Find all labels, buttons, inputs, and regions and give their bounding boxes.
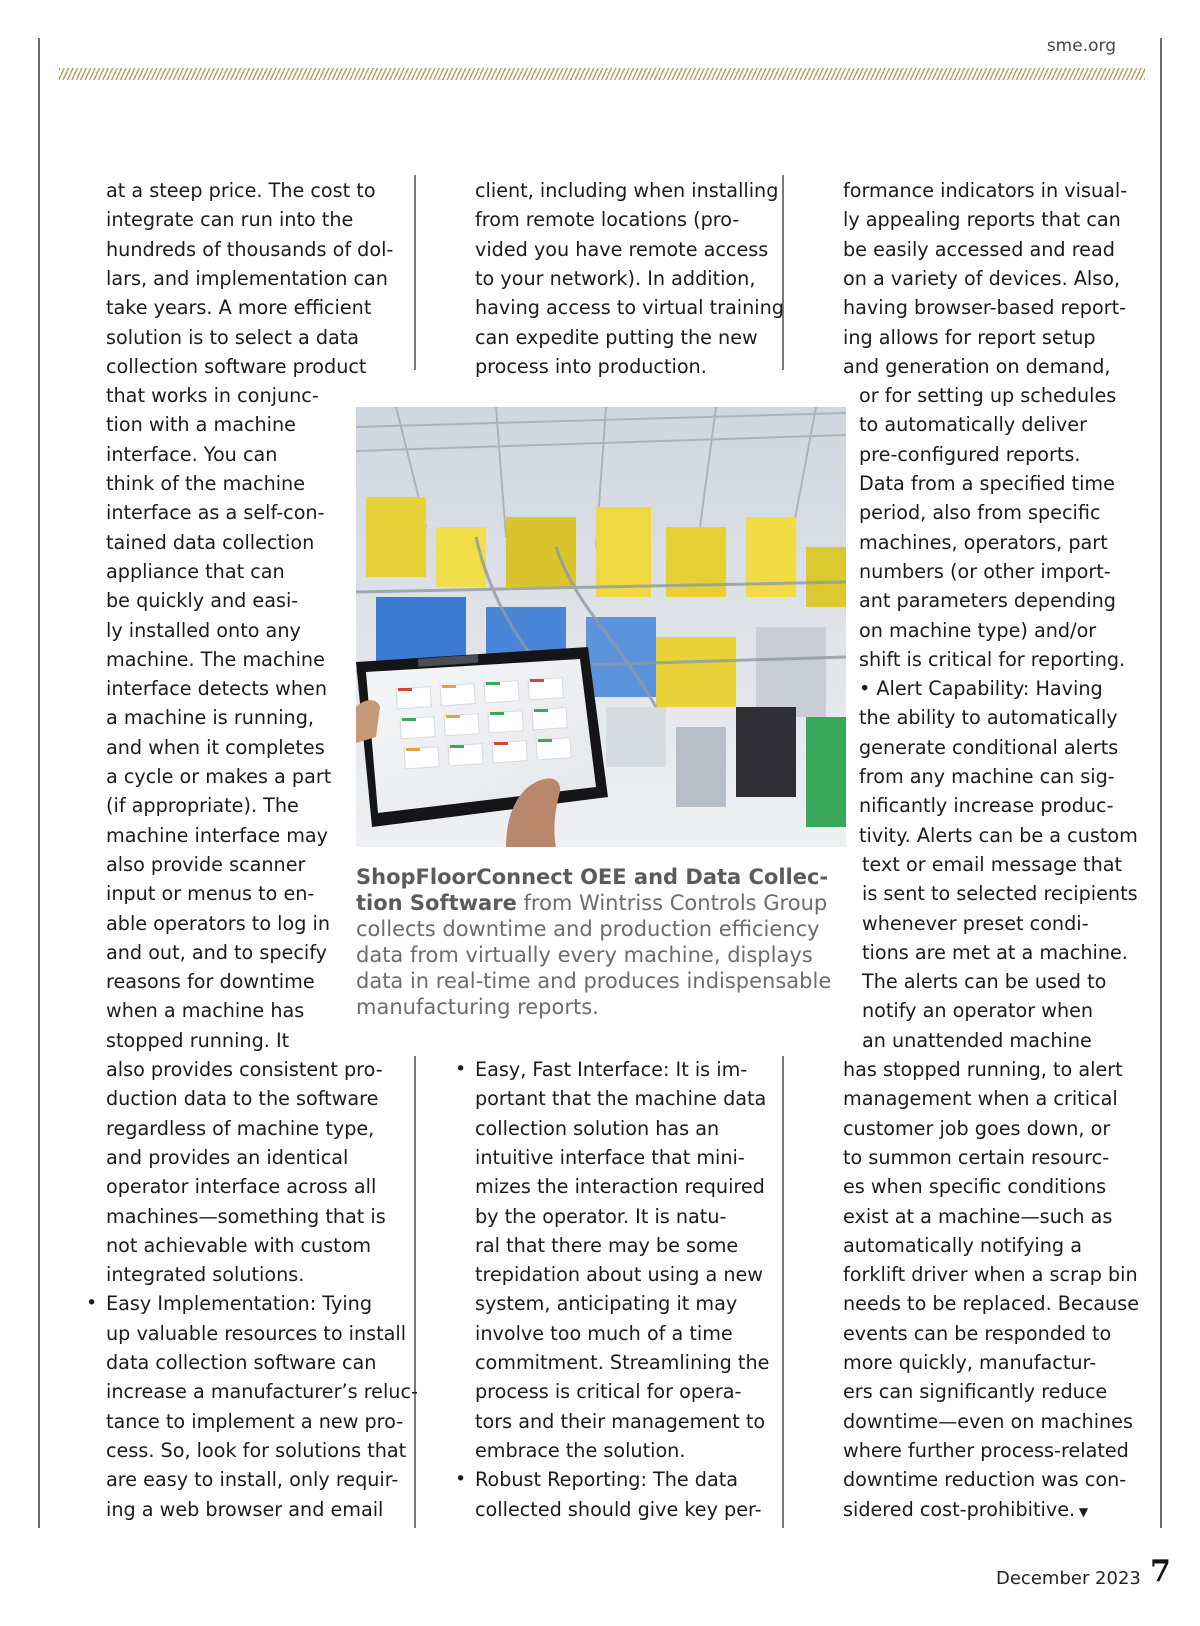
column-2-bottom-line: embrace the solution. xyxy=(475,1438,686,1462)
column-3-line: ant parameters depending xyxy=(859,589,1116,613)
column-2-bottom-line: portant that the machine data xyxy=(475,1087,767,1111)
column-3-line: ers can significantly reduce xyxy=(843,1380,1108,1404)
column-3-line: generate conditional alerts xyxy=(859,735,1119,759)
column-1-line: think of the machine xyxy=(106,472,306,495)
column-2-bottom-line: collected should give key per- xyxy=(475,1497,762,1521)
column-3-line: the ability to automatically xyxy=(859,706,1118,730)
column-2-bottom-line: tors and their management to xyxy=(475,1409,766,1433)
column-2-bottom-line: mizes the interaction required xyxy=(475,1175,765,1199)
column-3-line: formance indicators in visual- xyxy=(843,179,1128,202)
column-3-line: needs to be replaced. Because xyxy=(843,1292,1140,1316)
column-1-line: lars, and implementation can xyxy=(106,266,388,290)
column-3-line: shift is critical for reporting. xyxy=(859,647,1126,671)
column-1-line: tion with a machine xyxy=(106,413,296,437)
column-2-top-line: to your network). In addition, xyxy=(475,266,756,290)
column-2-top-line: having access to virtual training xyxy=(475,296,784,320)
column-2-bottom-line: commitment. Streamlining the xyxy=(475,1351,770,1374)
column-3-line: where further process-related xyxy=(843,1438,1129,1462)
column-1-line: machine interface may xyxy=(106,823,329,847)
column-3-line: from any machine can sig- xyxy=(859,765,1115,788)
column-2-top-line: can expedite putting the new xyxy=(475,325,758,349)
column-2-bottom-line: system, anticipating it may xyxy=(475,1292,738,1316)
column-1-line: interface. You can xyxy=(106,442,278,466)
column-1-line: take years. A more efficient xyxy=(106,296,372,320)
column-3-line: nificantly increase produc- xyxy=(859,794,1114,818)
column-1-line: a cycle or makes a part xyxy=(106,765,332,788)
column-1-line: hundreds of thousands of dol- xyxy=(106,237,394,261)
column-1-line: interface detects when xyxy=(106,677,327,701)
column-3-line: or for setting up schedules xyxy=(859,384,1117,408)
column-1-line: tance to implement a new pro- xyxy=(106,1409,404,1433)
right-margin-rule xyxy=(1160,38,1162,1528)
column-1-line: cess. So, look for solutions that xyxy=(106,1438,407,1462)
column-3-line: tivity. Alerts can be a custom xyxy=(859,823,1138,847)
column-1-line: a machine is running, xyxy=(106,706,314,730)
column-2-bottom-line: Easy, Fast Interface: It is im- xyxy=(475,1058,748,1081)
column-3-line: having browser-based report- xyxy=(843,296,1127,320)
column-1-line: data collection software can xyxy=(106,1351,377,1374)
column-3-line: exist at a machine—such as xyxy=(843,1204,1113,1228)
column-2-bottom-line: involve too much of a time xyxy=(475,1321,733,1345)
column-2-bottom-line: trepidation about using a new xyxy=(475,1263,763,1287)
column-3-line: machines, operators, part xyxy=(859,530,1108,554)
column-1-line: not achievable with custom xyxy=(106,1233,372,1257)
column-1-line: also provide scanner xyxy=(106,852,306,876)
decorative-hatch-band xyxy=(59,68,1145,80)
column-1-line: solution is to select a data xyxy=(106,325,360,349)
column-3-line: more quickly, manufactur- xyxy=(843,1351,1097,1374)
column-3-line: has stopped running, to alert xyxy=(843,1058,1123,1081)
left-margin-rule xyxy=(38,38,40,1528)
column-1-line: able operators to log in xyxy=(106,911,330,935)
column-1-line: tained data collection xyxy=(106,530,315,554)
column-1-line: stopped running. It xyxy=(106,1028,290,1052)
column-1-line: regardless of machine type, xyxy=(106,1116,375,1140)
column-3-line: pre-configured reports. xyxy=(859,442,1081,466)
column-1-line: Easy Implementation: Tying xyxy=(106,1292,373,1316)
column-3-line: downtime reduction was con- xyxy=(843,1468,1127,1492)
column-1-line: also provides consistent pro- xyxy=(106,1058,383,1081)
column-3-line: sidered cost-prohibitive. ▼ xyxy=(843,1497,1089,1521)
column-3-line: The alerts can be used to xyxy=(862,970,1107,994)
column-3-line: Data from a specified time xyxy=(859,472,1115,495)
column-3-line: downtime—even on machines xyxy=(843,1409,1133,1433)
column-3-line: is sent to selected recipients xyxy=(862,882,1138,906)
column-2-bottom-line: Robust Reporting: The data xyxy=(475,1468,739,1492)
column-1-line: ly installed onto any xyxy=(106,618,301,642)
list-bullet: • xyxy=(455,1468,467,1491)
column-1-line: input or menus to en- xyxy=(106,882,315,906)
factory-tablet-photo xyxy=(356,407,846,847)
column-1-line: when a machine has xyxy=(106,999,305,1023)
column-2-top-line: from remote locations (pro- xyxy=(475,208,740,232)
column-1-line: operator interface across all xyxy=(106,1175,377,1199)
column-3-line: events can be responded to xyxy=(843,1321,1112,1345)
column-3-line: on machine type) and/or xyxy=(859,618,1097,642)
issue-date: December 2023 xyxy=(996,1568,1141,1589)
column-2-top-line: process into production. xyxy=(475,354,707,378)
column-1-line: machines—something that is xyxy=(106,1204,386,1228)
column-2-top-line: client, including when installing xyxy=(475,179,779,202)
caption-body: from Wintriss Controls Group collects downtime and production efficiency data from virtually every machine, displays data in real-time and produces indispensable manufacturing reports. xyxy=(356,891,832,1019)
column-3-line: customer job goes down, or xyxy=(843,1116,1111,1140)
column-separator-1-bottom xyxy=(414,1056,416,1528)
page-number: 7 xyxy=(1150,1554,1171,1589)
column-2-bottom-line: by the operator. It is natu- xyxy=(475,1204,727,1228)
column-1-line: at a steep price. The cost to xyxy=(106,179,376,202)
column-1-line: and provides an identical xyxy=(106,1145,349,1169)
column-1-line: integrated solutions. xyxy=(106,1263,305,1287)
column-1-line: that works in conjunc- xyxy=(106,384,319,408)
column-1-line: increase a manufacturer’s reluc- xyxy=(106,1380,418,1404)
column-3-line: on a variety of devices. Also, xyxy=(843,266,1121,290)
column-3-line: period, also from specific xyxy=(859,501,1101,525)
column-2-bottom-line: process is critical for opera- xyxy=(475,1380,742,1404)
column-3-line: • Alert Capability: Having xyxy=(859,677,1103,701)
column-1-line: and out, and to specify xyxy=(106,940,328,964)
column-3-line: automatically notifying a xyxy=(843,1233,1082,1257)
site-name: sme.org xyxy=(1046,36,1116,56)
column-3-line: ing allows for report setup xyxy=(843,325,1096,349)
column-1-line: are easy to install, only requir- xyxy=(106,1468,399,1492)
column-1-line: collection software product xyxy=(106,354,367,378)
caption-lead: ShopFloorConnect OEE and Data Collec- tion Software xyxy=(356,865,829,915)
column-1-line: integrate can run into the xyxy=(106,208,354,232)
column-separator-2-bottom xyxy=(782,1056,784,1528)
column-3-line: an unattended machine xyxy=(862,1028,1092,1052)
column-2-top-line: vided you have remote access xyxy=(475,237,769,261)
column-3-line: forklift driver when a scrap bin xyxy=(843,1263,1138,1287)
column-1-line: appliance that can xyxy=(106,559,285,583)
column-2-bottom-line: collection solution has an xyxy=(475,1116,720,1140)
column-3-line: text or email message that xyxy=(862,852,1123,876)
column-3-line: and generation on demand, xyxy=(843,354,1111,378)
column-3-line: to summon certain resourc- xyxy=(843,1145,1110,1169)
column-3-line: whenever preset condi- xyxy=(862,911,1089,935)
column-separator-1-top xyxy=(414,175,416,370)
column-2-bottom-line: intuitive interface that mini- xyxy=(475,1145,745,1169)
column-3-line: be easily accessed and read xyxy=(843,237,1115,261)
column-1-line: interface as a self-con- xyxy=(106,501,325,525)
column-1-line: duction data to the software xyxy=(106,1087,379,1111)
column-3-line: ly appealing reports that can xyxy=(843,208,1121,232)
column-3-line: es when specific conditions xyxy=(843,1175,1107,1199)
column-1-line: ing a web browser and email xyxy=(106,1497,384,1521)
column-1-line: be quickly and easi- xyxy=(106,589,299,613)
column-3-line: notify an operator when xyxy=(862,999,1094,1023)
column-3-line: tions are met at a machine. xyxy=(862,940,1128,964)
column-3-line: to automatically deliver xyxy=(859,413,1087,437)
column-1-line: machine. The machine xyxy=(106,647,325,671)
column-1-line: (if appropriate). The xyxy=(106,794,299,818)
column-1-line: up valuable resources to install xyxy=(106,1321,407,1345)
end-of-article-icon: ▼ xyxy=(1075,1504,1089,1519)
column-1-line: reasons for downtime xyxy=(106,970,315,994)
list-bullet: • xyxy=(455,1058,467,1080)
photo-caption xyxy=(356,864,846,1020)
column-2-bottom-line: ral that there may be some xyxy=(475,1233,739,1257)
column-3-line: numbers (or other import- xyxy=(859,559,1111,583)
column-3-line: management when a critical xyxy=(843,1087,1118,1111)
column-1-line: and when it completes xyxy=(106,735,325,759)
list-bullet: • xyxy=(86,1292,98,1315)
column-separator-2-top xyxy=(782,175,784,370)
